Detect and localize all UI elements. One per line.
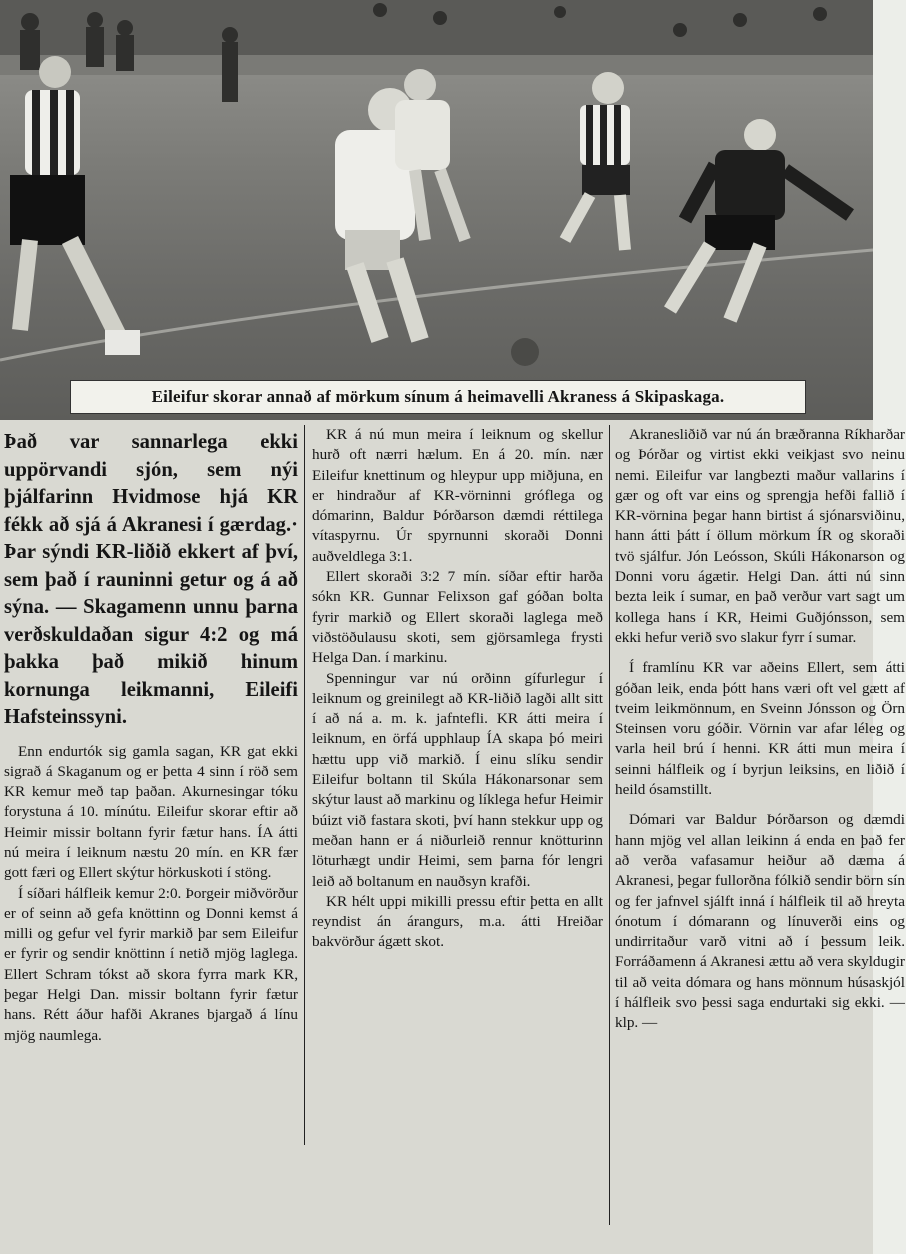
column-divider-2 (609, 425, 610, 1225)
article-paragraph: Enn endurtók sig gamla sagan, KR gat ekki sigrað á Skaganum og er þetta 4 sinn í röð sem KR kemur með tap þaðan. Akurnesingar tóku forystuna á 10. mínútu. Eileifur skorar eftir að Heimir missir boltann fyrir fætur hans. ÍA átti nú meira í leiknum næstu 20 mín. en KR fær gott færi og Ellert skýtur hörkuskoti í stöng. (4, 742, 298, 882)
match-photo (0, 0, 873, 420)
photo-caption: Eileifur skorar annað af mörkum sínum á heimavelli Akraness á Skipaskaga. (70, 380, 806, 414)
article-paragraph: KR á nú mun meira í leiknum og skellur hurð oft nærri hælum. En á 20. mín. nær Eileifur knettinum og hleypur upp miðjuna, en er hindraður af KR-vörninni gróflega og dómarinn, Baldur Þórðarson dæmdi réttilega vítaspyrnu. Úr spyrnunni skoraði Donni auðveldlega 3:1. (312, 426, 603, 565)
article-column-2 (312, 425, 603, 953)
article-paragraph: Í framlínu KR var aðeins Ellert, sem átti góðan leik, enda þótt hans væri oft vel gætt af tveim leikmönnum, en Sveinn Jónsson og Örn Steinsen voru góðir. Vörnin var afar léleg og varla heil brú í henni. KR átti mun meira í seinni hálfleik og í byrjun leiksins, en liðið í heild ósamstillt. (615, 659, 905, 799)
article-paragraph: Í síðari hálfleik kemur 2:0. Þorgeir miðvörður er of seinn að gefa knöttinn og Donni kemst á milli og gefur vel fyrir markið þar sem Eileifur er fyrir og sendir knöttinn í netið mjög laglega. Ellert Schram tókst að skora fyrra mark KR, þegar Helgi Dan. missir boltann fyrir fætur hans. Rétt áður hafði Akranes bjargað á línu mjög naumlega. (4, 884, 298, 1044)
article-paragraph: Akranesliðið var nú án bræðranna Ríkharðar og Þórðar og virtist ekki veikjast svo neinu nemi. Eileifur var langbezti maður vallarins í gær og oft var eins og sprengja hefði fallið í KR-vörnina þegar hann birtist á sjónarsviðinu, hann átti þátt í öllum mörkum ÍR og skoraði tvö sjálfur. Jón Leósson, Skúli Hákonarson og Donni voru ágætir. Helgi Dan. átti nú sinn bezta leik í sumar, en það verður vart sagt um kollega hans í KR, Heimi Guðjónsson, sem ekki hefur verið svo slakur fyrr í sumar. (615, 426, 905, 646)
article-paragraph: Ellert skoraði 3:2 7 mín. síðar eftir harða sókn KR. Gunnar Felixson gaf góðan bolta fyrir markið og Ellert skoraði laglega með viðstöðulausu skoti, sem gjörsamlega frysti Helga Dan. í markinu. (312, 568, 603, 667)
article-column-3 (615, 425, 905, 1034)
article-paragraph: Spenningur var nú orðinn gífurlegur í leiknum og greinilegt að KR-liðið lagði allt sitt í að ná a. m. k. jafntefli. KR átti meira í leiknum, en örfá upphlaup ÍA skapa þó meiri hættu upp við markið. Í einu slíku sendir Eileifur boltann til Skúla Hákonarsonar sem skýtur laust að markinu og líklega hefur Heimir búizt við fastara skoti, því hann stekkur upp og meðan hann er á niðurleið rennur knötturinn löturhægt undir Heimi, sem þarna fór lengri leið að boltanum en nauðsyn krafði. (312, 669, 603, 890)
photo-illustration (0, 0, 873, 420)
article-lead: Það var sannarlega ekki uppörvandi sjón, sem nýi þjálfarinn Hvidmose hjá KR fékk að sjá á Akranesi í gærdag.· Þar sýndi KR-liðið ekkert af því, sem það í rauninni getur og á að sýna. — Skagamenn unnu þarna verðskuldaðan sigur 4:2 og má þakka það mikið hinum kornunga leikmanni, Eileifi Hafsteinssyni. (4, 431, 298, 728)
article-paragraph: KR hélt uppi mikilli pressu eftir þetta en allt reyndist án árangurs, m.a. átti Hreiðar bakvörður ágætt skot. (312, 892, 603, 951)
article-column-1 (4, 425, 298, 1046)
column-divider-1 (304, 425, 305, 1145)
article-paragraph: Dómari var Baldur Þórðarson og dæmdi hann mjög vel allan leikinn á enda en það fer að verða vafasamur heiður að dæma á Akranesi, þegar fullorðna fólkið sendir börn sín og fer jafnvel sjálft inná í hálfleik til að hreyta ónotum í dómarann og línuverði eins og undirritaður varð vitni að í þessum leik. Forráðamenn á Akranesi ættu að vera skyldugir til að veita dómara og hans mönnum húsaskjól í hálfleik svo þessi saga endurtaki sig ekki. — klp. — (615, 811, 905, 1032)
